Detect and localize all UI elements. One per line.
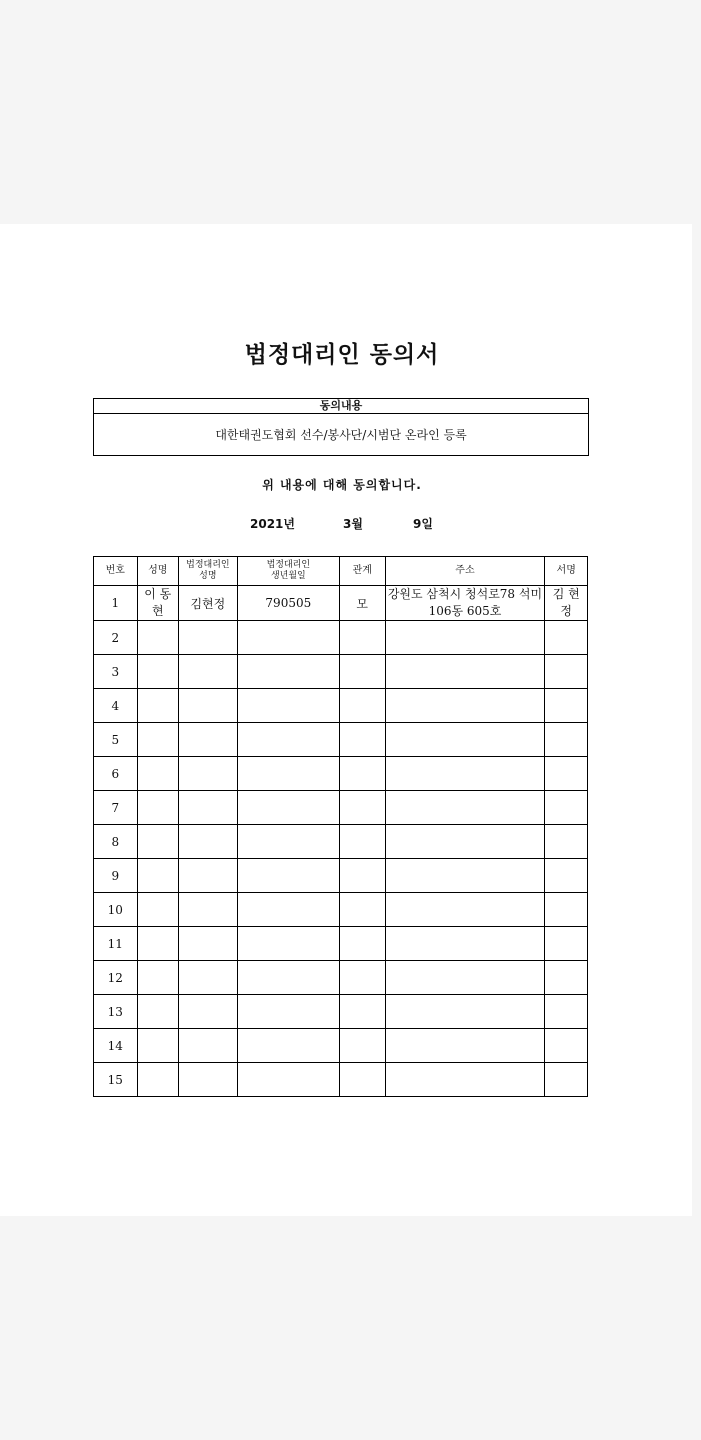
relation-cell: 모 [339,586,385,621]
guardian-birth-cell [237,655,339,689]
table-row [94,791,588,825]
guardian-name-cell [179,1029,238,1063]
date-year: 2021년 [250,517,295,531]
student-name-cell [137,961,179,995]
document-page [0,224,692,1216]
header-guardian-birth-line1: 법정대리인 [266,560,311,570]
guardian-name-cell [179,893,238,927]
row-number-cell: 11 [94,927,138,961]
guardian-name-cell [179,689,238,723]
header-guardian-name [179,557,238,586]
guardian-birth-cell [237,757,339,791]
guardian-birth-cell [237,1029,339,1063]
student-name-cell [137,723,179,757]
address-cell [385,961,545,995]
guardian-birth-cell [237,791,339,825]
relation-cell [339,1063,385,1097]
signature-cell [545,961,588,995]
row-number-cell: 13 [94,995,138,1029]
address-cell [385,621,545,655]
student-name-cell [137,791,179,825]
relation-cell [339,621,385,655]
guardian-birth-cell [237,995,339,1029]
table-row [94,995,588,1029]
student-name-cell: 이 동 현 [137,586,179,621]
table-header-row [94,557,588,586]
table-row [94,757,588,791]
table-row [94,655,588,689]
address-cell [385,927,545,961]
guardian-birth-cell [237,825,339,859]
row-number-cell: 15 [94,1063,138,1097]
consent-heading: 동의내용 [94,399,588,414]
signature-cell [545,995,588,1029]
relation-cell [339,689,385,723]
address-cell [385,757,545,791]
table-row [94,859,588,893]
relation-cell [339,1029,385,1063]
address-cell [385,859,545,893]
student-name-cell [137,859,179,893]
consent-content: 대한태권도협회 선수/봉사단/시범단 온라인 등록 [215,428,467,442]
student-name-cell [137,927,179,961]
signature-cell: 김 현 정 [545,586,588,621]
header-guardian-name-line1: 법정대리인 [186,560,230,570]
table-row [94,927,588,961]
row-number-cell: 10 [94,893,138,927]
header-guardian-birth-line2: 생년월일 [270,571,306,581]
signature-cell [545,927,588,961]
address-cell [385,655,545,689]
guardian-birth-cell [237,621,339,655]
relation-cell [339,961,385,995]
guardian-birth-cell [237,893,339,927]
row-number-cell: 14 [94,1029,138,1063]
guardian-name-cell [179,995,238,1029]
student-name-cell [137,825,179,859]
guardian-birth-cell [237,927,339,961]
guardian-birth-cell [237,723,339,757]
row-number-cell: 7 [94,791,138,825]
signature-cell [545,757,588,791]
address-cell [385,995,545,1029]
table-row [94,961,588,995]
table-row [94,1029,588,1063]
student-name-cell [137,689,179,723]
signature-cell [545,621,588,655]
relation-cell [339,825,385,859]
guardian-birth-cell [237,689,339,723]
document-title: 법정대리인 동의서 [244,342,440,368]
address-cell [385,893,545,927]
signature-cell [545,1029,588,1063]
guardian-name-cell [179,961,238,995]
guardian-roster-table [93,556,588,1097]
relation-cell [339,927,385,961]
table-row [94,586,588,621]
table-row [94,689,588,723]
guardian-name-cell [179,859,238,893]
row-number-cell: 4 [94,689,138,723]
relation-cell [339,723,385,757]
signature-cell [545,791,588,825]
signature-cell [545,859,588,893]
table-row [94,893,588,927]
row-number-cell: 1 [94,586,138,621]
agreement-statement: 위 내용에 대해 동의합니다. [262,478,422,492]
relation-cell [339,995,385,1029]
table-row [94,825,588,859]
row-number-cell: 12 [94,961,138,995]
address-cell [385,723,545,757]
date-day: 9일 [413,517,433,531]
signature-cell [545,723,588,757]
guardian-name-cell [179,791,238,825]
consent-section [93,398,589,456]
header-relation: 관계 [339,557,385,586]
relation-cell [339,757,385,791]
address-cell: 강원도 삼척시 청석로78 석미 106동 605호 [385,586,545,621]
row-number-cell: 5 [94,723,138,757]
table-row [94,723,588,757]
guardian-name-cell [179,825,238,859]
student-name-cell [137,1063,179,1097]
guardian-birth-cell [237,1063,339,1097]
signature-cell [545,689,588,723]
guardian-birth-cell [237,859,339,893]
row-number-cell: 9 [94,859,138,893]
guardian-birth-cell: 790505 [237,586,339,621]
guardian-name-cell [179,723,238,757]
relation-cell [339,791,385,825]
row-number-cell: 2 [94,621,138,655]
header-address: 주소 [385,557,545,586]
guardian-name-cell [179,927,238,961]
row-number-cell: 3 [94,655,138,689]
address-cell [385,825,545,859]
row-number-cell: 6 [94,757,138,791]
guardian-name-cell [179,655,238,689]
address-cell [385,1029,545,1063]
table-row [94,621,588,655]
header-guardian-name-line2: 성명 [199,571,217,581]
guardian-name-cell [179,621,238,655]
signature-cell [545,893,588,927]
address-cell [385,689,545,723]
student-name-cell [137,1029,179,1063]
signature-cell [545,1063,588,1097]
guardian-name-cell [179,757,238,791]
header-number: 번호 [94,557,138,586]
student-name-cell [137,893,179,927]
guardian-birth-cell [237,961,339,995]
student-name-cell [137,655,179,689]
signature-cell [545,825,588,859]
student-name-cell [137,621,179,655]
table-row [94,1063,588,1097]
row-number-cell: 8 [94,825,138,859]
relation-cell [339,655,385,689]
address-cell [385,1063,545,1097]
header-signature: 서명 [545,557,588,586]
header-name: 성명 [137,557,179,586]
student-name-cell [137,995,179,1029]
date-month: 3월 [343,517,363,531]
guardian-name-cell: 김현정 [179,586,238,621]
guardian-name-cell [179,1063,238,1097]
relation-cell [339,859,385,893]
relation-cell [339,893,385,927]
signature-cell [545,655,588,689]
header-guardian-birth [237,557,339,586]
student-name-cell [137,757,179,791]
address-cell [385,791,545,825]
